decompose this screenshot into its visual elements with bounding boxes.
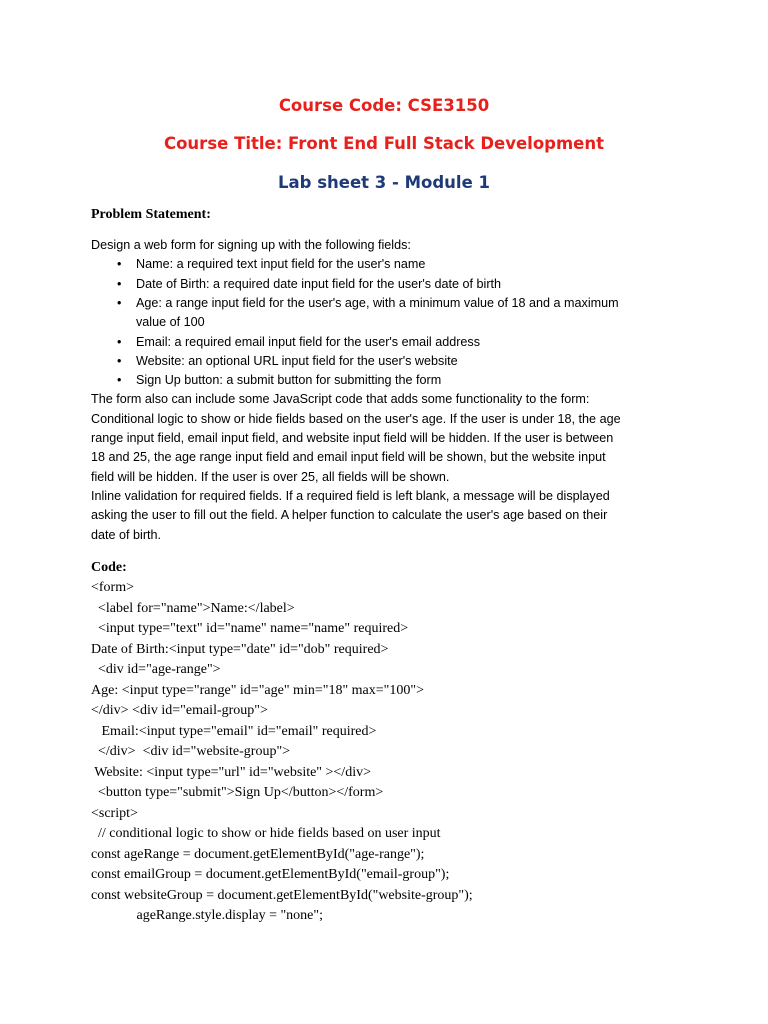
code-line: Website: <input type="url" id="website" ></div> <box>91 764 371 780</box>
bullet-text: Sign Up button: a submit button for submitting the form <box>136 373 442 388</box>
code-line: <button type="submit">Sign Up</button></form> <box>91 785 384 800</box>
code-line: Age: <input type="range" id="age" min="18" max="100"> <box>91 682 424 698</box>
paragraph-line: Conditional logic to show or hide fields based on the user's age. If the user is under 18, the age <box>91 411 621 426</box>
lab-sheet-heading: Lab sheet 3 - Module 1 <box>278 173 490 192</box>
code-line: Date of Birth:<input type="date" id="dob" required> <box>91 641 389 657</box>
bullet-text: Website: an optional URL input field for the user's website <box>136 353 458 368</box>
bullet-text: Email: a required email input field for the user's email address <box>136 334 480 349</box>
problem-intro: Design a web form for signing up with the following fields: <box>91 238 411 252</box>
bullet-text: value of 100 <box>136 315 205 330</box>
bullet-icon: • <box>117 276 122 291</box>
bullet-icon: • <box>117 295 122 310</box>
bullet-icon: • <box>117 373 122 388</box>
paragraph-line: date of birth. <box>91 527 162 542</box>
code-line: <div id="age-range"> <box>91 662 221 677</box>
course-title-heading: Course Title: Front End Full Stack Development <box>163 134 605 153</box>
code-line: ageRange.style.display = "none"; <box>91 908 324 923</box>
code-line: </div> <div id="website-group"> <box>91 744 291 759</box>
code-line: const emailGroup = document.getElementById("email-group"); <box>91 867 450 882</box>
paragraph-line: The form also can include some JavaScript code that adds some functionality to the form: <box>91 392 590 407</box>
code-line: const websiteGroup = document.getElementById("website-group"); <box>91 887 473 903</box>
code-line: <input type="text" id="name" name="name" required> <box>91 621 409 636</box>
bullet-icon: • <box>117 257 122 272</box>
paragraph-line: field will be hidden. If the user is over 25, all fields will be shown. <box>91 469 450 484</box>
bullet-text: Date of Birth: a required date input field for the user's date of birth <box>136 276 502 291</box>
code-line: Email:<input type="email" id="email" required> <box>91 723 377 739</box>
bullet-icon: • <box>117 353 122 368</box>
code-line: </div> <div id="email-group"> <box>91 703 268 718</box>
code-line: <script> <box>91 805 138 821</box>
problem-statement-label: Problem Statement: <box>91 207 211 222</box>
paragraph-line: range input field, email input field, and website input field will be hidden. If the user is between <box>91 431 614 445</box>
paragraph-line: 18 and 25, the age range input field and email input field will be shown, but the website input <box>91 450 606 465</box>
paragraph-line: Inline validation for required fields. If a required field is left blank, a message will be displayed <box>91 488 610 503</box>
code-line: const ageRange = document.getElementById("age-range"); <box>91 846 425 862</box>
code-line: <label for="name">Name:</label> <box>91 600 295 616</box>
paragraph-line: asking the user to fill out the field. A helper function to calculate the user's age based on their <box>91 508 608 523</box>
bullet-text: Age: a range input field for the user's age, with a minimum value of 18 and a maximum <box>136 295 619 310</box>
bullet-icon: • <box>117 334 122 349</box>
code-label: Code: <box>91 560 127 575</box>
bullet-text: Name: a required text input field for the user's name <box>136 257 426 272</box>
course-code-heading: Course Code: CSE3150 <box>278 96 490 115</box>
code-line: <form> <box>91 580 135 595</box>
code-line: // conditional logic to show or hide fields based on user input <box>91 826 441 841</box>
